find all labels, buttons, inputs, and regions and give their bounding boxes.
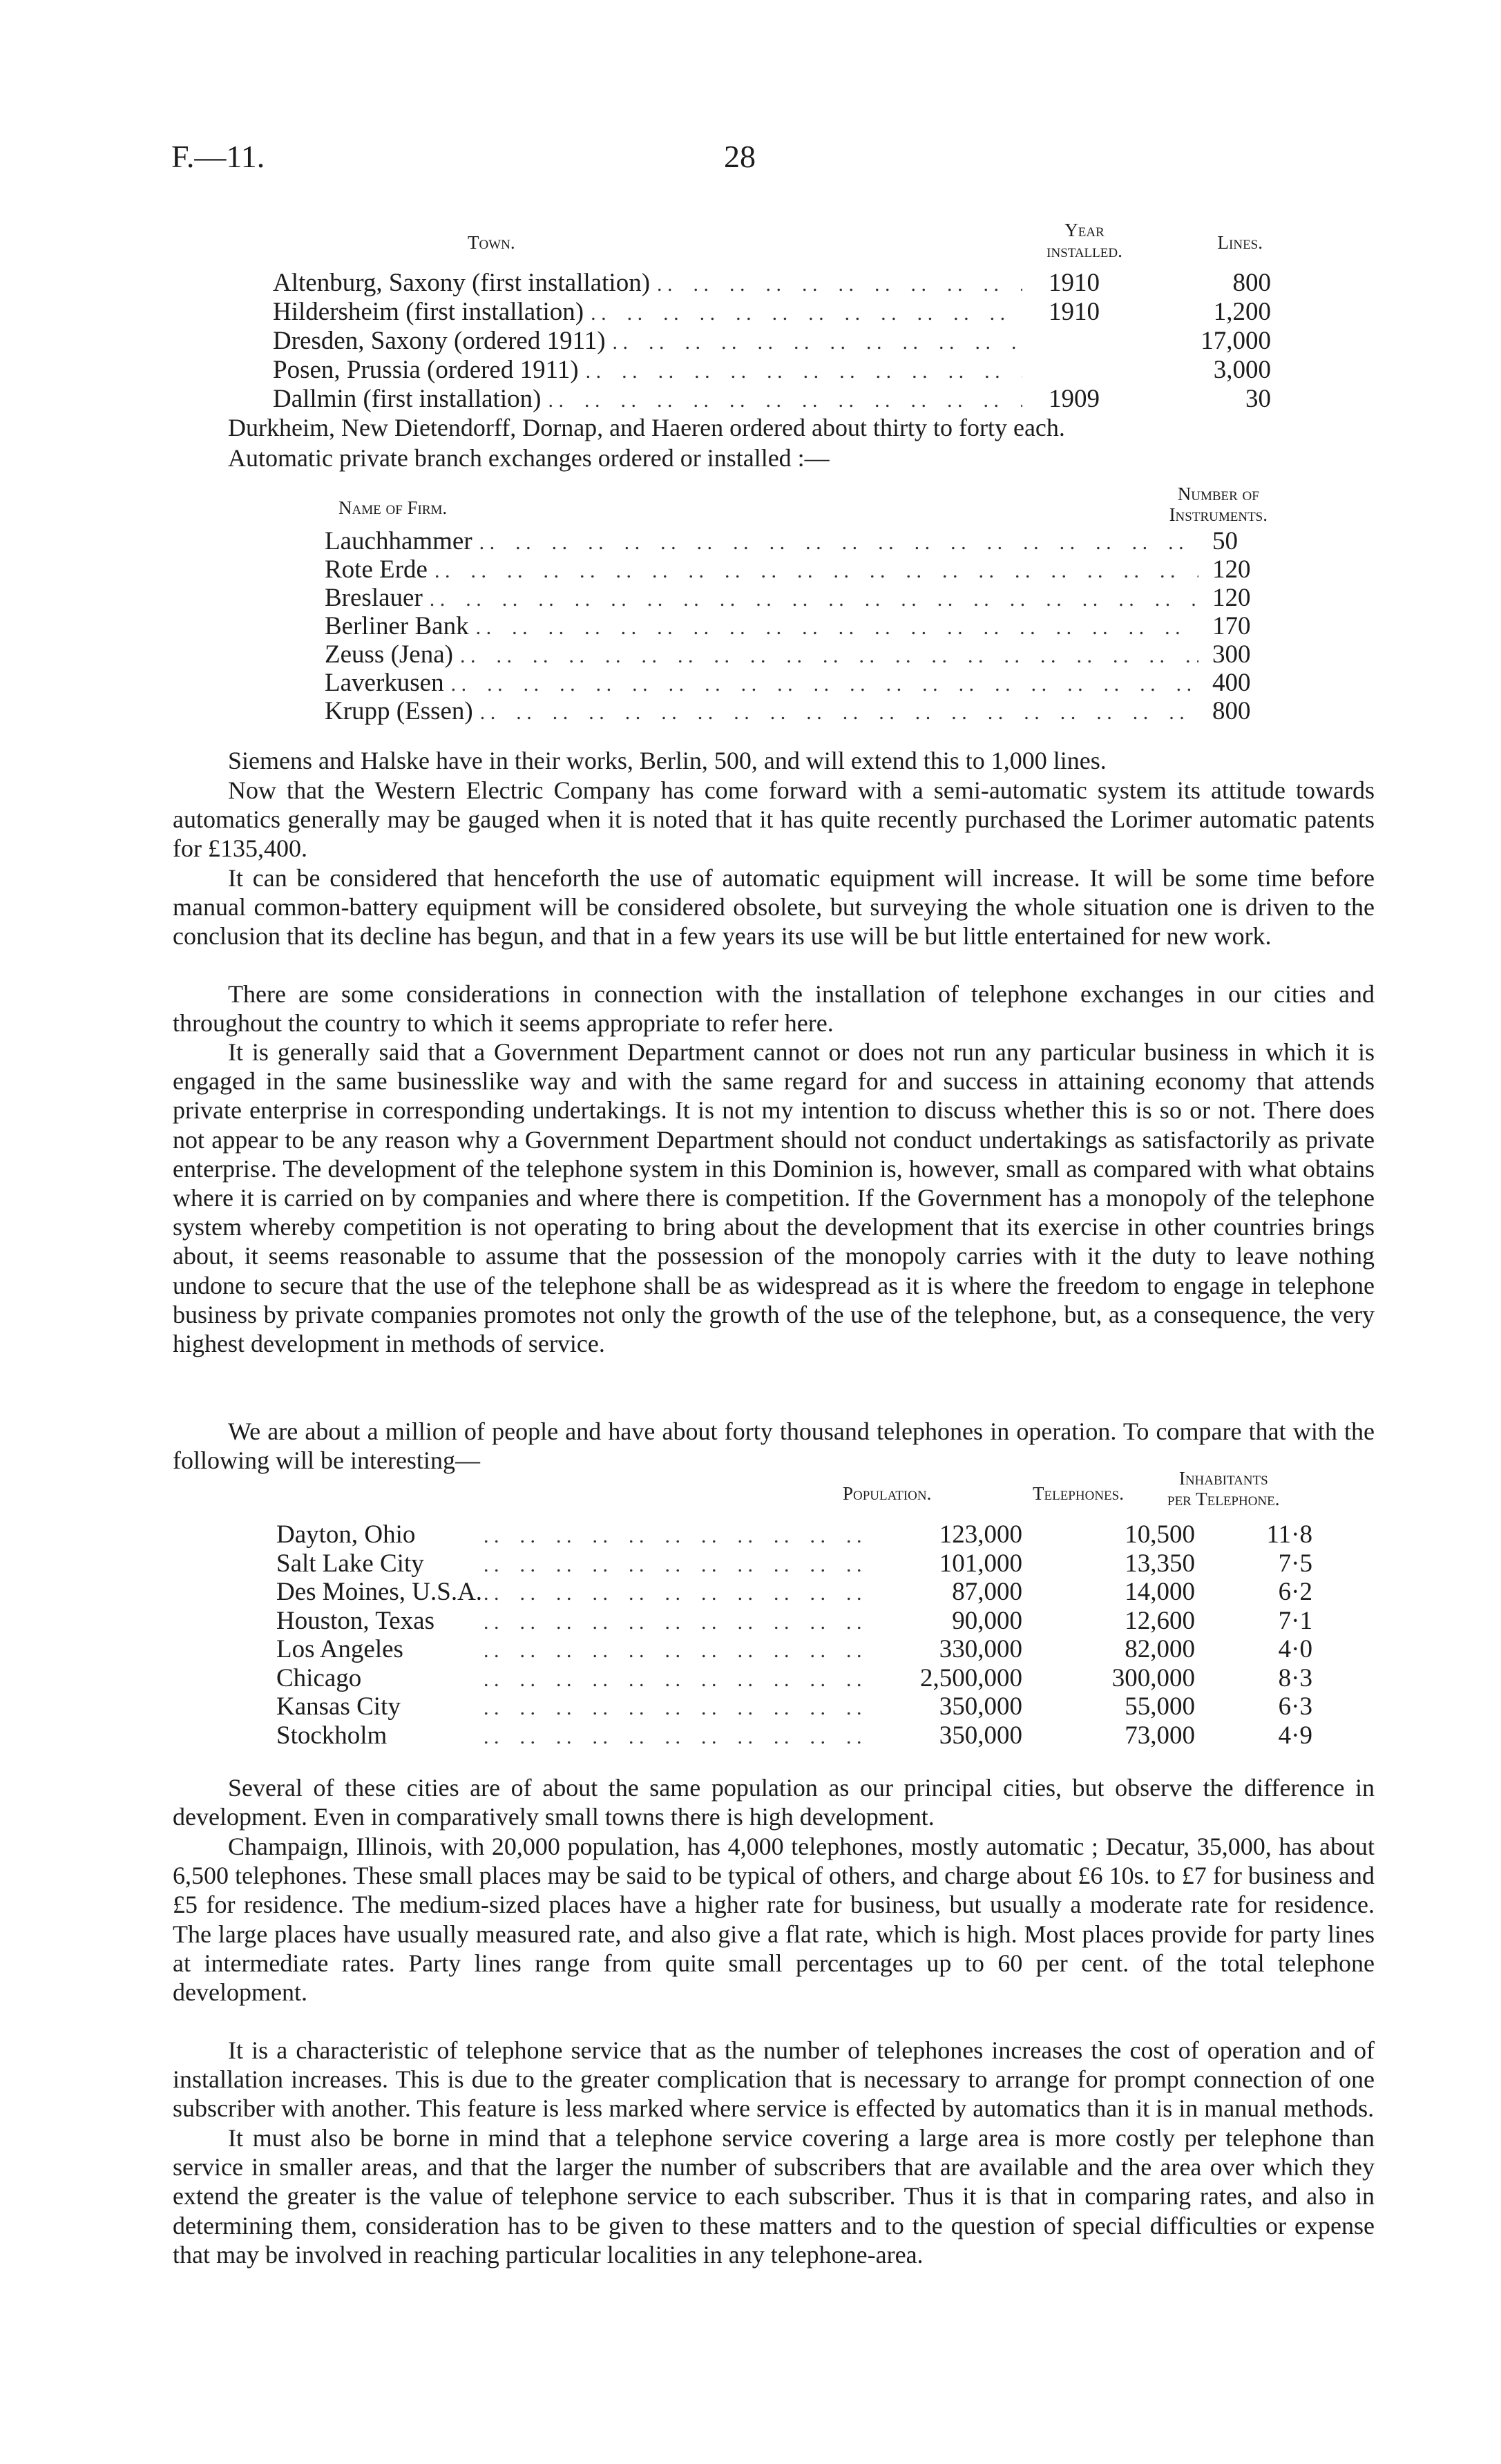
line-count: 800 bbox=[1232, 269, 1271, 297]
firm-name: Rote Erde bbox=[325, 555, 428, 584]
dot-leader bbox=[477, 1611, 863, 1634]
paragraph: It is generally said that a Government Department cannot or does not run any particular business in which it is engaged in the same businesslike way and with the same regard for and success in attaining economy that attends private enterprise in corresponding undertakings. It is not my intention to discuss whether this is so or not. There does not appear to be any reason why a Government Department should not conduct undertakings as satisfactorily as private enterprise. The development of the telephone system in this Dominion is, however, small as compared with what obtains where it is carried on by companies and where there is competition. If the Government has a monopoly of the telephone system whereby competition is not operating to bring about the development that its exercise in other countries brings about, it seems reasonable to assume that the possession of the monopoly carries with it the duty to leave nothing undone to secure that the use of the telephone shall be as widespread as it is where the freedom to engage in telephone business by private companies promotes not only the growth of the use of the telephone, but, as a consequence, the very highest development in methods of service. bbox=[173, 1038, 1375, 1358]
population-value: 87,000 bbox=[952, 1578, 1022, 1606]
firm-name: Zeuss (Jena) bbox=[325, 640, 453, 669]
city-name: Chicago bbox=[276, 1663, 362, 1692]
dot-leader bbox=[477, 1668, 863, 1692]
col-inhabitants-heading-line2: per Telephone. bbox=[1167, 1489, 1280, 1509]
dot-leader bbox=[584, 302, 1022, 325]
dot-leader bbox=[541, 389, 1022, 412]
telephones-value: 300,000 bbox=[1111, 1663, 1195, 1692]
table-row bbox=[273, 384, 1271, 413]
city-name: Dayton, Ohio bbox=[276, 1520, 416, 1549]
col-instruments-heading bbox=[1169, 484, 1268, 525]
col-inhabitants-heading-line1: Inhabitants bbox=[1178, 1468, 1268, 1489]
telephones-value: 55,000 bbox=[1125, 1692, 1195, 1721]
paragraph: Champaign, Illinois, with 20,000 population, has 4,000 telephones, mostly automatic ; Decatur, 35,000, has about 6,500 telephones. These small places may be said to be typical of others, and charge about £6 10s. to £7 for business and £5 for residence. The medium-sized places have a higher rate for business, but usually a moderate rate for residence. The large places have usually measured rate, and also give a flat rate, which is high. Most places provide for party lines at intermediate rates. Party lines range from quite small percentages up to 60 per cent. of the total telephone development. bbox=[173, 1833, 1375, 2007]
instrument-count: 400 bbox=[1212, 669, 1251, 697]
city-name: Kansas City bbox=[276, 1692, 401, 1721]
town-name: Dallmin (first installation) bbox=[273, 385, 542, 413]
instrument-count: 120 bbox=[1212, 555, 1251, 584]
table-row bbox=[325, 668, 1268, 696]
inhabitants-per-telephone-value: 6·3 bbox=[1278, 1692, 1312, 1721]
towns-table bbox=[273, 220, 1271, 413]
population-value: 123,000 bbox=[939, 1520, 1022, 1549]
city-name: Des Moines, U.S.A. bbox=[276, 1578, 483, 1606]
line-count: 3,000 bbox=[1213, 356, 1271, 384]
table-row bbox=[273, 268, 1271, 297]
page-header bbox=[171, 138, 1363, 180]
dot-leader bbox=[473, 701, 1198, 725]
firm-name: Lauchhammer bbox=[325, 527, 472, 555]
col-year-heading bbox=[1029, 220, 1140, 261]
paragraph: It must also be borne in mind that a telephone service covering a large area is more costly per telephone than service in smaller areas, and that the larger the number of subscribers that are available and the area over which they extend the greater is the value of telephone service to each subscriber. Thus it is that in comparing rates, and also in determining them, consideration has to be given to these matters and to the question of special difficulties or expense that may be involved in reaching particular localities in any telephone-area. bbox=[173, 2124, 1375, 2269]
dot-leader bbox=[477, 1554, 863, 1577]
inhabitants-per-telephone-value: 8·3 bbox=[1278, 1663, 1312, 1692]
paragraph: Several of these cities are of about the same population as our principal cities, but observe the difference in development. Even in comparatively small towns there is high development. bbox=[173, 1774, 1375, 1831]
firms-table-header bbox=[325, 484, 1268, 526]
inhabitants-per-telephone-value: 6·2 bbox=[1278, 1578, 1312, 1606]
telephones-value: 13,350 bbox=[1125, 1549, 1195, 1578]
population-value: 101,000 bbox=[939, 1549, 1022, 1578]
line-count: 30 bbox=[1245, 385, 1271, 413]
paragraph: Siemens and Halske have in their works, Berlin, 500, and will extend this to 1,000 lines. bbox=[228, 747, 1107, 774]
telephones-value: 14,000 bbox=[1125, 1578, 1195, 1606]
col-population-heading: Population. bbox=[843, 1483, 932, 1504]
table-row bbox=[325, 555, 1268, 583]
table-row bbox=[325, 611, 1268, 640]
instrument-count: 800 bbox=[1212, 697, 1251, 725]
col-telephones-heading: Telephones. bbox=[1033, 1483, 1124, 1504]
year-installed: 1909 bbox=[1049, 385, 1100, 413]
dot-leader bbox=[469, 616, 1198, 640]
dot-leader bbox=[453, 644, 1198, 668]
table-row bbox=[276, 1721, 1312, 1750]
paragraph: We are about a million of people and have about forty thousand telephones in operation. To compare that with the following will be interesting— bbox=[173, 1417, 1375, 1475]
city-name: Salt Lake City bbox=[276, 1549, 424, 1578]
year-installed: 1910 bbox=[1049, 298, 1100, 326]
table-row bbox=[276, 1549, 1312, 1578]
dot-leader bbox=[428, 560, 1198, 583]
instrument-count: 50 bbox=[1212, 527, 1238, 555]
town-name: Posen, Prussia (ordered 1911) bbox=[273, 356, 579, 384]
inhabitants-per-telephone-value: 4·0 bbox=[1278, 1635, 1312, 1663]
dot-leader bbox=[477, 1726, 863, 1749]
telephones-value: 10,500 bbox=[1125, 1520, 1195, 1549]
table-row bbox=[273, 297, 1271, 326]
population-value: 2,500,000 bbox=[920, 1663, 1022, 1692]
table-row bbox=[273, 355, 1271, 384]
col-instruments-heading-line2: Instruments. bbox=[1169, 504, 1268, 525]
telephones-value: 12,600 bbox=[1125, 1606, 1195, 1635]
instrument-count: 300 bbox=[1212, 640, 1251, 669]
inhabitants-per-telephone-value: 4·9 bbox=[1278, 1721, 1312, 1750]
inhabitants-per-telephone-value: 7·5 bbox=[1278, 1549, 1312, 1578]
col-year-heading-line2: installed. bbox=[1046, 240, 1122, 261]
col-inhabitants-heading bbox=[1167, 1468, 1280, 1509]
towns-table-header bbox=[273, 220, 1271, 268]
town-name: Dresden, Saxony (ordered 1911) bbox=[273, 327, 606, 355]
dot-leader bbox=[444, 673, 1198, 696]
dot-leader bbox=[472, 531, 1198, 555]
cities-table bbox=[276, 1468, 1312, 1749]
dot-leader bbox=[477, 1582, 863, 1605]
firm-name: Berliner Bank bbox=[325, 612, 469, 640]
table-row bbox=[273, 326, 1271, 355]
firm-name: Laverkusen bbox=[325, 669, 444, 697]
line-count: 17,000 bbox=[1201, 327, 1271, 355]
firms-table bbox=[325, 484, 1268, 725]
col-lines-heading: Lines. bbox=[1217, 232, 1263, 253]
table-row bbox=[276, 1663, 1312, 1692]
paragraph: It is a characteristic of telephone service that as the number of telephones increases the cost of operation and of installation increases. This is due to the greater complication that is necessary to arrange for prompt connection of one subscriber with another. This feature is less marked where service is effected by automatics than it is in manual methods. bbox=[173, 2036, 1375, 2123]
inhabitants-per-telephone-value: 7·1 bbox=[1278, 1606, 1312, 1635]
dot-leader bbox=[477, 1697, 863, 1720]
population-value: 350,000 bbox=[939, 1692, 1022, 1721]
dot-leader bbox=[579, 360, 1022, 383]
dot-leader bbox=[423, 588, 1198, 611]
city-name: Stockholm bbox=[276, 1721, 388, 1750]
dot-leader bbox=[477, 1525, 863, 1548]
population-value: 330,000 bbox=[939, 1635, 1022, 1663]
inhabitants-per-telephone-value: 11·8 bbox=[1266, 1520, 1312, 1549]
table-row bbox=[276, 1520, 1312, 1549]
instrument-count: 170 bbox=[1212, 612, 1251, 640]
firm-name: Breslauer bbox=[325, 584, 423, 612]
town-name: Hildersheim (first installation) bbox=[273, 298, 584, 326]
paragraph: It can be considered that henceforth the use of automatic equipment will increase. It will be some time before manual common-battery equipment will be considered obsolete, but surveying the whole situation one is driven to the conclusion that its decline has begun, and that in a few years its use will be but little entertained for new work. bbox=[173, 864, 1375, 951]
paragraph: There are some considerations in connection with the installation of telephone exchanges in our cities and throughout the country to which it seems appropriate to refer here. bbox=[173, 980, 1375, 1038]
population-value: 350,000 bbox=[939, 1721, 1022, 1750]
city-name: Los Angeles bbox=[276, 1635, 403, 1663]
document-reference: F.—11. bbox=[171, 139, 265, 174]
paragraph-automatic-exchanges: Automatic private branch exchanges ordered or installed :— bbox=[228, 444, 830, 472]
year-installed: 1910 bbox=[1049, 269, 1100, 297]
cities-table-header bbox=[276, 1468, 1312, 1520]
instrument-count: 120 bbox=[1212, 584, 1251, 612]
col-town-heading: Town. bbox=[468, 232, 515, 253]
firm-name: Krupp (Essen) bbox=[325, 697, 473, 725]
col-instruments-heading-line1: Number of bbox=[1177, 484, 1259, 504]
table-row bbox=[276, 1606, 1312, 1635]
population-value: 90,000 bbox=[952, 1606, 1022, 1635]
town-name: Altenburg, Saxony (first installation) bbox=[273, 269, 651, 297]
page-number: 28 bbox=[724, 139, 756, 174]
line-count: 1,200 bbox=[1213, 298, 1271, 326]
dot-leader bbox=[477, 1639, 863, 1663]
city-name: Houston, Texas bbox=[276, 1606, 434, 1635]
telephones-value: 73,000 bbox=[1125, 1721, 1195, 1750]
col-firm-heading: Name of Firm. bbox=[338, 497, 448, 518]
table-row bbox=[325, 696, 1268, 725]
col-year-heading-line1: Year bbox=[1064, 220, 1105, 240]
table-row bbox=[276, 1634, 1312, 1663]
table-row bbox=[325, 583, 1268, 611]
table-row bbox=[325, 640, 1268, 668]
dot-leader bbox=[650, 273, 1022, 296]
paragraph: Now that the Western Electric Company has come forward with a semi-automatic system its attitude towards automatics generally may be gauged when it is noted that it has quite recently purchased the Lorimer automatic patents for £135,400. bbox=[173, 776, 1375, 863]
telephones-value: 82,000 bbox=[1125, 1635, 1195, 1663]
dot-leader bbox=[606, 331, 1022, 354]
table-row bbox=[276, 1577, 1312, 1606]
paragraph-durkheim: Durkheim, New Dietendorff, Dornap, and Haeren ordered about thirty to forty each. bbox=[228, 414, 1065, 441]
table-row bbox=[325, 526, 1268, 555]
table-row bbox=[276, 1692, 1312, 1721]
